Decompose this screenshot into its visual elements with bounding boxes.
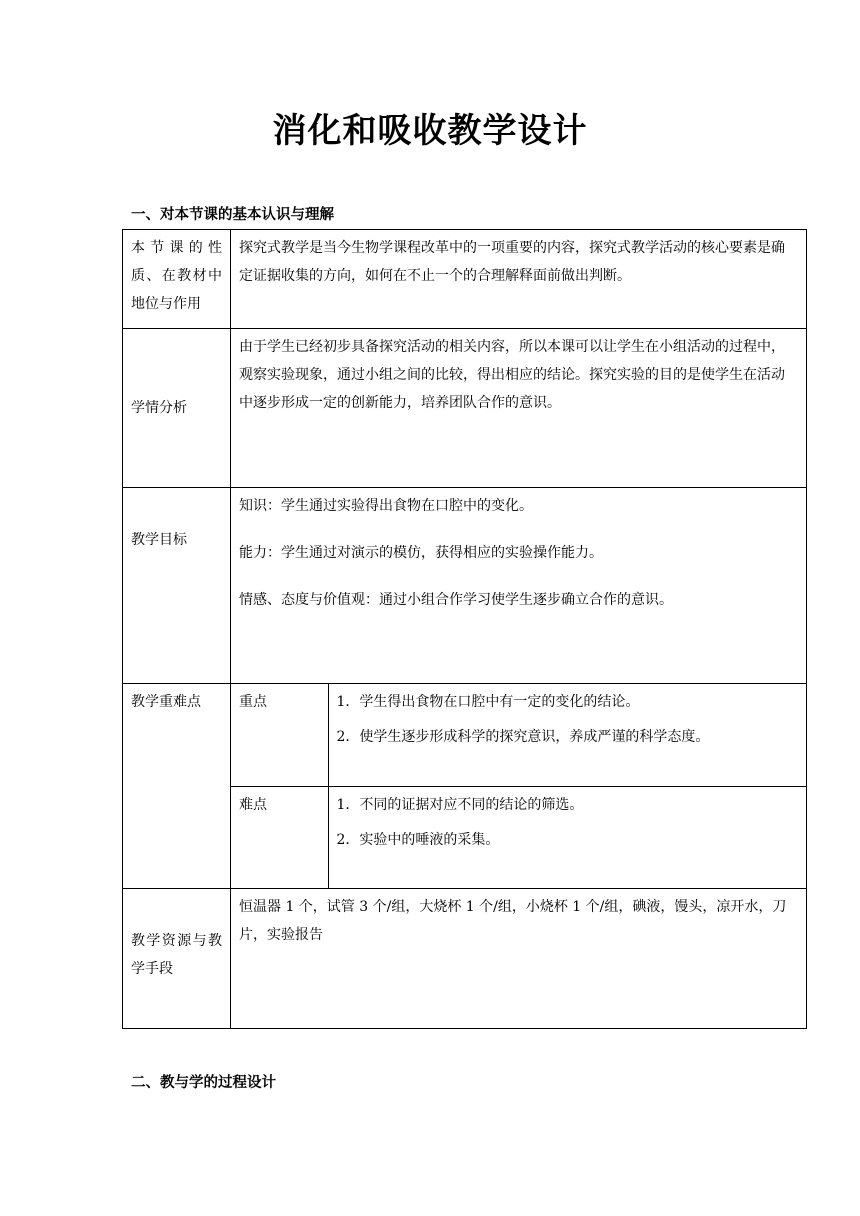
focus-row: [231, 684, 806, 786]
resources-text: 恒温器 1 个，试管 3 个/组，大烧杯 1 个/组，小烧杯 1 个/组，碘液，馒头，凉开水，刀片，实验报告: [239, 899, 787, 943]
row-content-goals: [231, 488, 807, 684]
difficulty-content: [328, 786, 806, 888]
key-points-table: [231, 684, 806, 888]
difficulty-item: 2．实验中的唾液的采集。: [336, 831, 500, 848]
table-row-key-points: [123, 684, 807, 889]
section-heading-1: 一、对本节课的基本认识与理解: [131, 207, 334, 223]
goal-knowledge: 知识：学生通过实验得出食物在口腔中的变化。: [239, 498, 533, 514]
focus-item: 2．使学生逐步形成科学的探究意识，养成严谨的科学态度。: [336, 729, 710, 745]
difficulty-item: 1．不同的证据对应不同的结论的筛选。: [336, 796, 584, 813]
row-content-analysis: [231, 329, 807, 488]
row-label-analysis: 学情分析: [123, 329, 231, 488]
row-content-nature: [231, 230, 807, 329]
focus-label: 重点: [231, 684, 328, 786]
row-label-nature: 本节课的性质、在教材中地位与作用: [123, 230, 231, 329]
difficulty-row: [231, 786, 806, 888]
row-content-key-points: [231, 684, 807, 889]
document-title: 消化和吸收教学设计: [272, 111, 588, 151]
nature-text: 探究式教学是当今生物学课程改革中的一项重要的内容，探究式教学活动的核心要素是确定证据收集的方向，如何在不止一个的合理解释面前做出判断。: [239, 240, 785, 284]
analysis-text: 由于学生已经初步具备探究活动的相关内容，所以本课可以让学生在小组活动的过程中，观察实验现象，通过小组之间的比较，得出相应的结论。探究实验的目的是使学生在活动中逐步形成一定的创新能力，培养团队合作的意识。: [239, 339, 785, 411]
table-row-goals: [123, 488, 807, 684]
goal-attitude: 情感、态度与价值观：通过小组合作学习使学生逐步确立合作的意识。: [239, 592, 673, 608]
table-row-nature: [123, 230, 807, 329]
focus-item: 1．学生得出食物在口腔中有一定的变化的结论。: [336, 694, 640, 710]
goal-ability: 能力：学生通过对演示的模仿，获得相应的实验操作能力。: [239, 545, 603, 561]
row-label-key-points: 教学重难点: [123, 684, 231, 889]
row-content-resources: [231, 889, 807, 1029]
row-label-resources: 教学资源与教学手段: [123, 889, 231, 1029]
table-row-resources: [123, 889, 807, 1029]
difficulty-label: 难点: [231, 786, 328, 888]
row-label-goals: 教学目标: [123, 488, 231, 684]
section-heading-2: 二、教与学的过程设计: [131, 1075, 276, 1091]
lesson-overview-table: [122, 229, 807, 1029]
focus-content: [328, 684, 806, 786]
table-row-analysis: [123, 329, 807, 488]
